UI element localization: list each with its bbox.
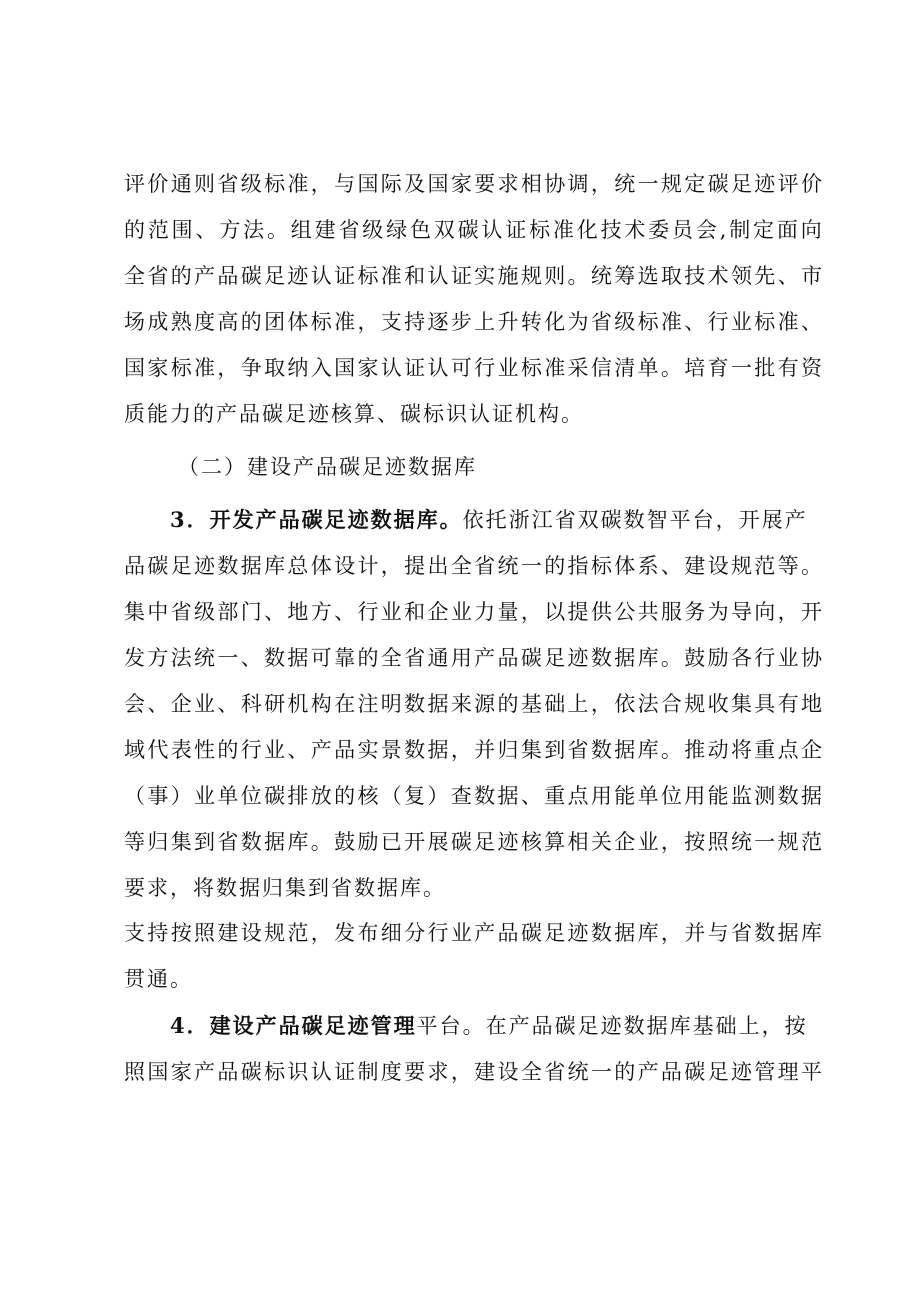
text-line: 质能力的产品碳足迹核算、碳标识认证机构。: [124, 402, 584, 426]
text-line: 评 价 通 则 省 级 标 准 ， 与 国 际 及 国 家 要 求 相 协 调 ， 统 一 规 定 碳 足 迹 评 价: [124, 172, 824, 196]
item-3-title: 3．开发产品碳足迹数据库。: [170, 507, 463, 532]
text-line: 等 归 集 到 省 数 据 库 。 鼓 励 已 开 展 碳 足 迹 核 算 相 关 企 业 ， 按 照 统 一 规 范: [124, 830, 824, 854]
text-line: （ 事 ） 业 单 位 碳 排 放 的 核 （ 复 ） 查 数 据 、 重 点 用 能 单 位 用 能 监 测 数 据: [124, 784, 824, 808]
section-heading: （二）建设产品碳足迹数据库: [178, 455, 477, 479]
item-3-first-rest: 依托浙江省双碳数智平台，开展产: [462, 508, 808, 532]
item-4-first-rest: 平台。在产品碳足迹数据库基础上，按: [416, 1014, 808, 1038]
text-line: 贯通。: [124, 967, 193, 991]
text-line: 品 碳 足 迹 数 据 库 总 体 设 计 ， 提 出 全 省 统 一 的 指 标 体 系 、 建 设 规 范 等 。: [124, 554, 824, 578]
text-line: 国 家 标 准 ， 争 取 纳 入 国 家 认 证 认 可 行 业 标 准 采 信 清 单 。 培 育 一 批 有 资: [124, 356, 824, 380]
text-line: 全 省 的 产 品 碳 足 迹 认 证 标 准 和 认 证 实 施 规 则 。 统 筹 选 取 技 术 领 先 、 市: [124, 264, 824, 288]
text-line: 场 成 熟 度 高 的 团 体 标 准 ， 支 持 逐 步 上 升 转 化 为 省 级 标 准 、 行 业 标 准 、: [124, 310, 824, 334]
text-line: 照 国 家 产 品 碳 标 识 认 证 制 度 要 求 ， 建 设 全 省 统 一 的 产 品 碳 足 迹 管 理 平: [124, 1060, 824, 1084]
text-line: 要求，将数据归集到省数据库。: [124, 876, 446, 900]
text-line: 域 代 表 性 的 行 业 、 产 品 实 景 数 据 ， 并 归 集 到 省 数 据 库 。 推 动 将 重 点 企: [124, 738, 824, 762]
text-line-first: [170, 505, 824, 535]
item-4-title: 4．建设产品碳足迹管理: [170, 1013, 417, 1038]
text-line: 的 范 围 、 方 法 。 组 建 省 级 绿 色 双 碳 认 证 标 准 化 技 术 委 员 会 , 制 定 面 向: [124, 218, 824, 242]
text-line: 发 方 法 统 一 、 数 据 可 靠 的 全 省 通 用 产 品 碳 足 迹 数 据 库 。 鼓 励 各 行 业 协: [124, 646, 824, 670]
text-line: 会 、 企 业 、 科 研 机 构 在 注 明 数 据 来 源 的 基 础 上 ， 依 法 合 规 收 集 具 有 地: [124, 692, 824, 716]
text-line: 集 中 省 级 部 门 、 地 方 、 行 业 和 企 业 力 量 ， 以 提 供 公 共 服 务 为 导 向 ， 开: [124, 600, 824, 624]
text-line-first: [170, 1011, 824, 1041]
text-line: 支 持 按 照 建 设 规 范 ， 发 布 细 分 行 业 产 品 碳 足 迹 数 据 库 ， 并 与 省 数 据 库: [124, 921, 824, 945]
